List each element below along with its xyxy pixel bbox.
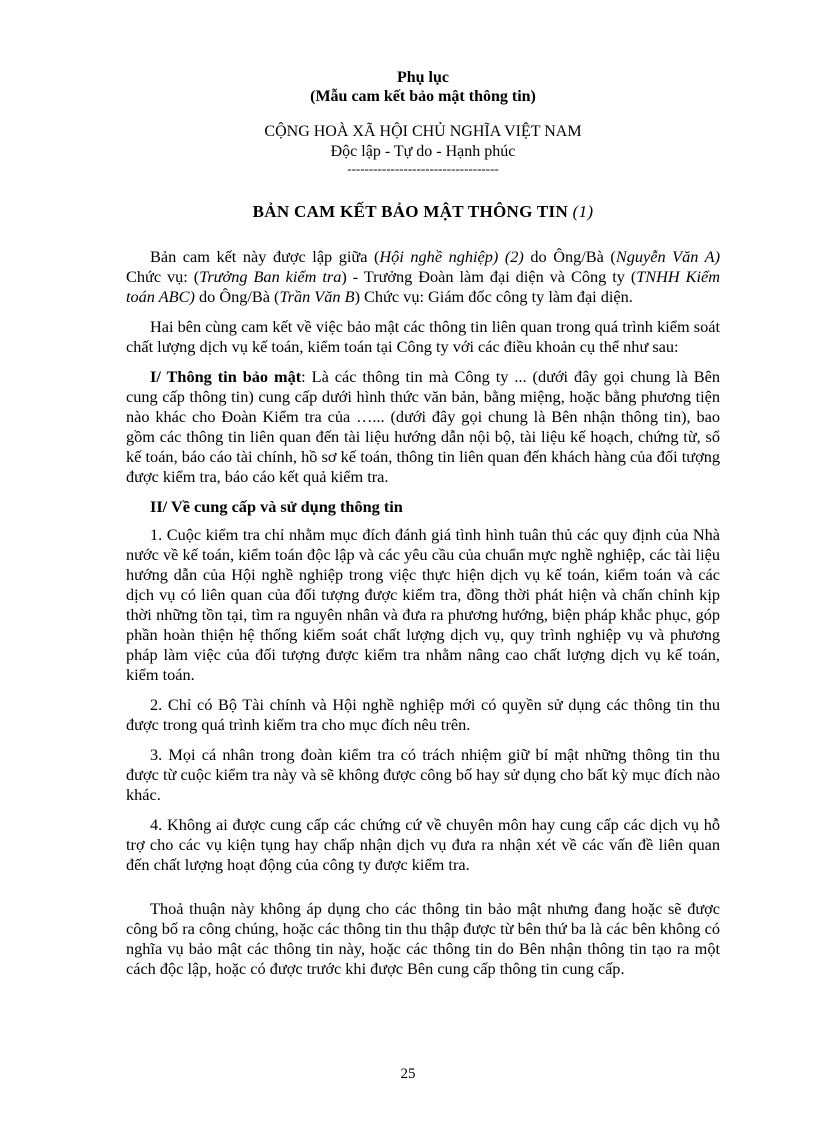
section-2-item-3: 3. Mọi cá nhân trong đoàn kiểm tra có trách nhiệm giữ bí mật những thông tin thu được từ cuộc kiểm tra này và sẽ không được công bố hay sử dụng cho bất kỳ mục đích nào khác.: [126, 745, 720, 804]
national-title: CỘNG HOÀ XÃ HỘI CHỦ NGHĨA VIỆT NAM: [264, 123, 582, 140]
section-1-heading: I/ Thông tin bảo mật: [150, 367, 302, 386]
document-title-text: BẢN CAM KẾT BẢO MẬT THÔNG TIN: [252, 202, 569, 221]
section-2-item-1: 1. Cuộc kiểm tra chỉ nhằm mục đích đánh giá tình hình tuân thủ các quy định của Nhà nước về kế toán, kiểm toán độc lập và các yêu cầu của chuẩn mực nghề nghiệp, các tài liệu hướng dẫn của Hội nghề nghiệp trong việc thực hiện dịch vụ kế toán, kiểm toán và các dịch vụ có liên quan của đối tượng được kiểm tra, đồng thời phát hiện và chấn chỉnh kịp thời những tồn tại, tìm ra nguyên nhân và đưa ra phương hướng, biện pháp khắc phục, góp phần hoàn thiện hệ thống kiểm soát chất lượng dịch vụ, quy trình nghiệp vụ và phương pháp làm việc của đối tượng được kiểm tra nhằm nâng cao chất lượng dịch vụ kế toán, kiểm toán.: [126, 525, 720, 684]
section-2-heading: II/ Về cung cấp và sử dụng thông tin: [150, 497, 403, 516]
national-motto: Độc lập - Tự do - Hạnh phúc: [330, 143, 516, 160]
section-2-item-4: 4. Không ai được cung cấp các chứng cứ về chuyên môn hay cung cấp các dịch vụ hỗ trợ cho các vụ kiện tụng hay chấp nhận dịch vụ đưa ra nhận xét về các vấn đề liên quan đến chất lượng hoạt động của công ty được kiểm tra.: [126, 815, 720, 874]
section-1-paragraph: [126, 367, 720, 487]
appendix-title: Phụ lục: [396, 69, 449, 86]
document-title-note: (1): [572, 202, 594, 221]
section-2-item-2: 2. Chỉ có Bộ Tài chính và Hội nghề nghiệp mới có quyền sử dụng các thông tin thu được trong quá trình kiểm tra cho mục đích nêu trên.: [126, 695, 720, 734]
closing-paragraph: Thoả thuận này không áp dụng cho các thông tin bảo mật nhưng đang hoặc sẽ được công bố ra công chúng, hoặc các thông tin thu thập được từ bên thứ ba là các bên không có nghĩa vụ bảo mật các thông tin này, hoặc các thông tin do Bên nhận thông tin tạo ra một cách độc lập, hoặc có được trước khi được Bên cung cấp thông tin cung cấp.: [126, 899, 720, 978]
separator-line: -----------------------------------: [347, 161, 499, 176]
page-number: 25: [400, 1066, 416, 1082]
intro-paragraph: Bản cam kết này được lập giữa (Hội nghề nghiệp) (2) do Ông/Bà (Nguyễn Văn A) Chức vụ: (Trưởng Ban kiểm tra) - Trưởng Đoàn làm đại diện và Công ty (TNHH Kiểm toán ABC) do Ông/Bà (Trần Văn B) Chức vụ: Giám đốc công ty làm đại diện.: [126, 247, 720, 306]
section-1-body: : Là các thông tin mà Công ty ... (dưới đây gọi chung là Bên cung cấp thông tin) cung cấp dưới hình thức văn bản, bằng miệng, hoặc bằng phương tiện nào khác cho Đoàn Kiểm tra của …... (dưới đây gọi chung là Bên nhận thông tin), bao gồm các thông tin liên quan đến tài liệu hướng dẫn nội bộ, tài liệu kế hoạch, chứng từ, sổ kế toán, báo cáo tài chính, hồ sơ kế toán, thông tin liên quan đến khách hàng của đối tượng được kiểm tra, báo cáo kết quả kiểm tra.: [126, 367, 720, 486]
appendix-subtitle: (Mẫu cam kết bảo mật thông tin): [310, 88, 536, 105]
document-title: [126, 202, 720, 222]
commitment-paragraph: Hai bên cùng cam kết về việc bảo mật các thông tin liên quan trong quá trình kiểm soát chất lượng dịch vụ kế toán, kiểm toán tại Công ty với các điều khoản cụ thể như sau:: [126, 317, 720, 356]
